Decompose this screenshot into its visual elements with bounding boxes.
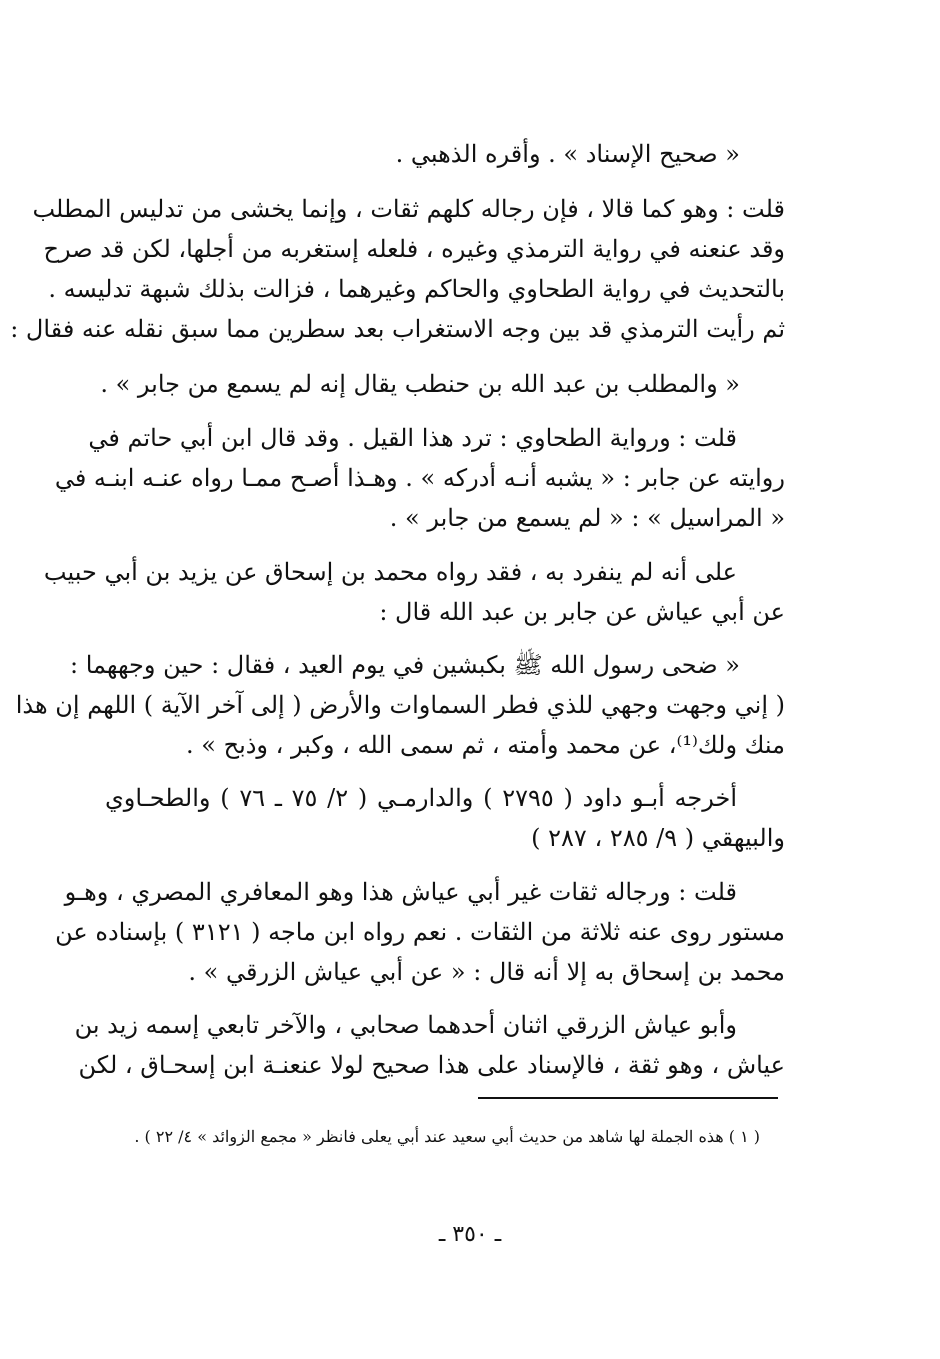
- paragraph-line: عن أبي عياش عن جابر بن عبد الله قال :: [379, 598, 785, 626]
- paragraph-line: روايته عن جابر : « يشبه أنـه أدركه » . وهـذا أصـح ممـا رواه عنـه ابنـه في: [54, 464, 785, 492]
- page-number: ـ ٣٥٠ ـ: [438, 1222, 502, 1247]
- paragraph-line: قلت : ورواية الطحاوي : ترد هذا القيل . وقد قال ابن أبي حاتم في: [88, 424, 737, 452]
- paragraph-line: ثم رأيت الترمذي قد بين وجه الاستغراب بعد سطرين مما سبق نقله عنه فقال :: [10, 315, 785, 343]
- hadith-line: ( إني وجهت وجهي للذي فطر السماوات والأرض ( إلى آخر الآية ) اللهم إن هذا: [15, 691, 785, 719]
- citation-line: والبيهقي ( ٩/ ٢٨٥ ، ٢٨٧ ): [531, 824, 785, 852]
- footnote: ( ١ ) هذه الجملة لها شاهد من حديث أبي سعيد عند أبي يعلى فانظر « مجمع الزوائد » ٤/ ٢٢ ) .: [134, 1127, 760, 1146]
- quote-line: « والمطلب بن عبد الله بن حنطب يقال إنه لم يسمع من جابر » .: [100, 370, 740, 398]
- paragraph-line: وأبو عياش الزرقي اثنان أحدهما صحابي ، والآخر تابعي إسمه زيد بن: [74, 1011, 737, 1039]
- quote-line: « صحيح الإسناد » . وأقره الذهبي .: [395, 140, 740, 168]
- paragraph-line: بالتحديث في رواية الطحاوي والحاكم وغيرهما ، فزالت بذلك شبهة تدليسه .: [48, 275, 785, 303]
- paragraph-line: عياش ، وهو ثقة ، فالإسناد على هذا صحيح لولا عنعنـة ابن إسحـاق ، لكن: [78, 1051, 785, 1079]
- paragraph-line: « المراسيل » : « لم يسمع من جابر » .: [389, 504, 785, 532]
- paragraph-line: مستور روى عنه ثلاثة من الثقات . نعم رواه ابن ماجه ( ٣١٢١ ) بإسناده عن: [55, 918, 785, 946]
- footnote-separator: [478, 1097, 778, 1099]
- paragraph-line: محمد بن إسحاق به إلا أنه قال : « عن أبي عياش الزرقي » .: [188, 958, 785, 986]
- paragraph-line: قلت : ورجاله ثقات غير أبي عياش هذا وهو المعافري المصري ، وهـو: [64, 878, 737, 906]
- paragraph-line: وقد عنعنه في رواية الترمذي وغيره ، فلعله إستغربه من أجلها، لكن قد صرح: [43, 235, 785, 263]
- hadith-line: « ضحى رسول الله ﷺ بكبشين في يوم العيد ، فقال : حين وجههما :: [70, 651, 740, 679]
- citation-line: أخرجه أبـو داود ( ٢٧٩٥ ) والدارمـي ( ٢/ ٧٥ ـ ٧٦ ) والطحـاوي: [105, 784, 738, 812]
- paragraph-line: على أنه لم ينفرد به ، فقد رواه محمد بن إسحاق عن يزيد بن أبي حبيب: [43, 558, 737, 586]
- hadith-line: منك ولك⁽¹⁾، عن محمد وأمته ، ثم سمى الله ، وكبر ، وذبح » .: [186, 731, 785, 759]
- paragraph-line: قلت : وهو كما قالا ، فإن رجاله كلهم ثقات ، وإنما يخشى من تدليس المطلب: [32, 195, 785, 223]
